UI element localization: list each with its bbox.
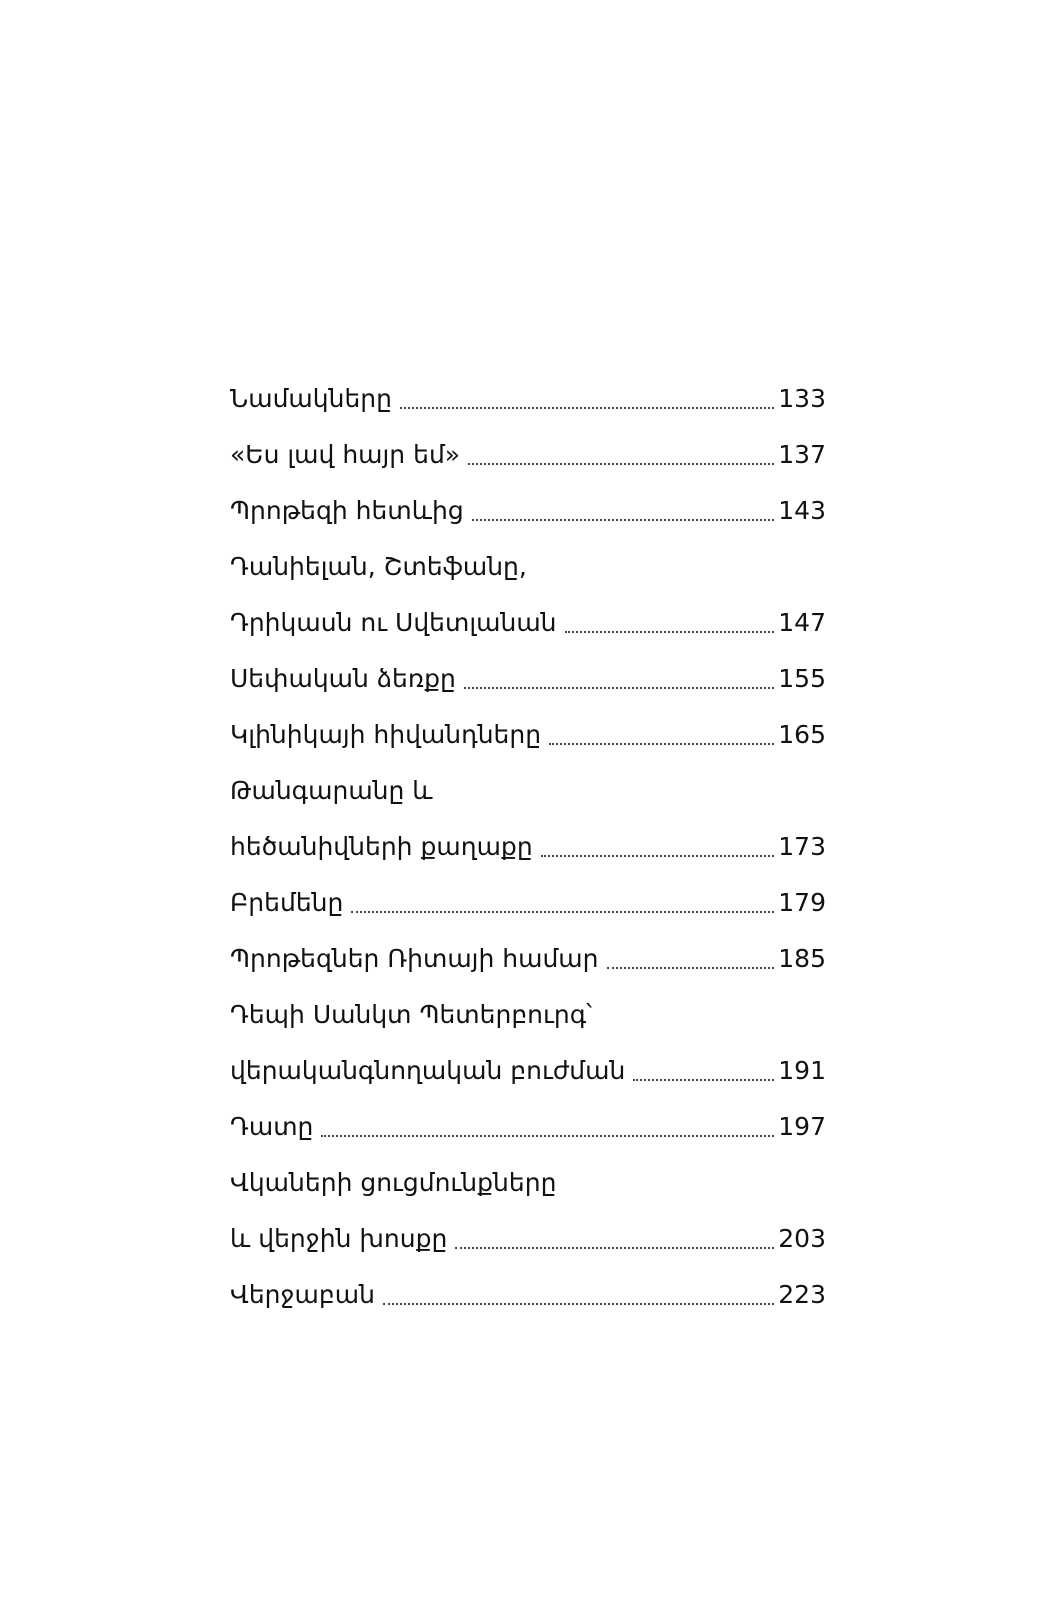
toc-entry-title: վերականգնողական բուժման [230, 1055, 626, 1085]
toc-entry-title: և վերջին խոսքը [230, 1223, 448, 1253]
toc-entry-title: Սեփական ձեռքը [230, 663, 456, 693]
toc-entry [230, 930, 826, 986]
toc-entry-page: 203 [778, 1223, 826, 1253]
toc-entry-title: Դանիելան, Շտեֆանը, [230, 551, 527, 581]
toc-entry-page: 185 [778, 943, 826, 973]
toc-entry [230, 1042, 826, 1098]
dot-leader [633, 1079, 774, 1081]
toc-entry-page: 179 [778, 887, 826, 917]
dot-leader [549, 743, 774, 745]
dot-leader [464, 687, 774, 689]
toc-entry [230, 594, 826, 650]
toc-entry-page: 191 [778, 1055, 826, 1085]
toc-entry-page: 155 [778, 663, 826, 693]
toc-entry-title: հեծանիվների քաղաքը [230, 831, 533, 861]
toc-entry [230, 1210, 826, 1266]
toc-entry [230, 874, 826, 930]
toc-entry-page: 165 [778, 719, 826, 749]
toc-entry-continued [230, 1154, 826, 1210]
toc-entry [230, 370, 826, 426]
toc-entry-page: 143 [778, 495, 826, 525]
toc-entry-title: Դեպի Սանկտ Պետերբուրգ՝ [230, 999, 593, 1029]
dot-leader [468, 463, 774, 465]
toc-entry-title: Պրոթեզի հետևից [230, 495, 464, 525]
dot-leader [455, 1247, 774, 1249]
toc-entry-page: 173 [778, 831, 826, 861]
toc-entry-continued [230, 762, 826, 818]
toc-entry-title: Թանգարանը և [230, 775, 433, 805]
toc-entry-page: 147 [778, 607, 826, 637]
toc-entry-page: 223 [778, 1279, 826, 1309]
toc-entry [230, 1098, 826, 1154]
dot-leader [400, 407, 774, 409]
dot-leader [565, 631, 775, 633]
toc-entry-title: «Ես լավ հայր եմ» [230, 439, 461, 469]
dot-leader [541, 855, 775, 857]
toc-entry-continued [230, 538, 826, 594]
toc-entry-title: Պրոթեզներ Ռիտայի համար [230, 943, 599, 973]
dot-leader [472, 519, 775, 521]
toc-entry-title: Դատը [230, 1111, 314, 1141]
toc-entry [230, 482, 826, 538]
toc-entry-page: 197 [778, 1111, 826, 1141]
toc-entry-title: Բրեմենը [230, 887, 344, 917]
dot-leader [351, 911, 774, 913]
dot-leader [321, 1135, 774, 1137]
toc-entry-title: Վկաների ցուցմունքները [230, 1167, 557, 1197]
toc-entry-title: Կլինիկայի հիվանդները [230, 719, 542, 749]
toc-entry [230, 706, 826, 762]
dot-leader [607, 967, 775, 969]
toc-entry [230, 426, 826, 482]
toc-entry [230, 1266, 826, 1322]
toc-entry-title: Նամակները [230, 383, 392, 413]
toc-entry [230, 650, 826, 706]
toc-entry-continued [230, 986, 826, 1042]
table-of-contents [230, 370, 826, 1322]
toc-entry-page: 133 [778, 383, 826, 413]
toc-entry-title: Դրիկասն ու Սվետլանան [230, 607, 557, 637]
toc-entry-page: 137 [778, 439, 826, 469]
toc-entry [230, 818, 826, 874]
dot-leader [383, 1303, 774, 1305]
toc-entry-title: Վերջաբան [230, 1279, 375, 1309]
